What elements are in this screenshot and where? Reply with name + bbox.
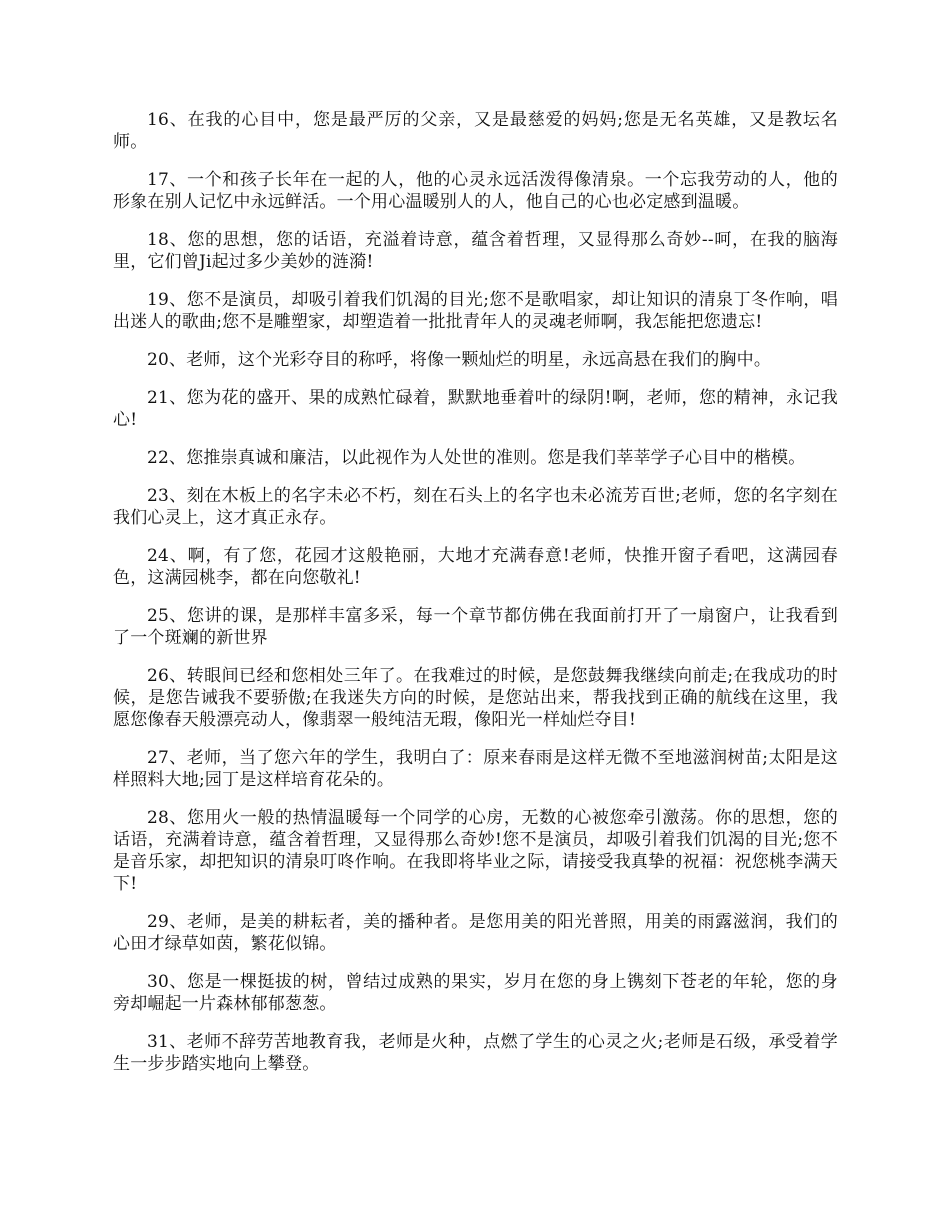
paragraph-29: 29、老师，是美的耕耘者，美的播种者。是您用美的阳光普照，用美的雨露滋润，我们的心田才绿草如茵，繁花似锦。 bbox=[113, 912, 838, 954]
document-body bbox=[113, 109, 838, 1091]
paragraph-16: 16、在我的心目中，您是最严厉的父亲，又是最慈爱的妈妈;您是无名英雄，又是教坛名师。 bbox=[113, 110, 838, 152]
paragraph-22: 22、您推崇真诚和廉洁，以此视作为人处世的准则。您是我们莘莘学子心目中的楷模。 bbox=[147, 448, 806, 468]
paragraph-25: 25、您讲的课，是那样丰富多采，每一个章节都仿佛在我面前打开了一扇窗户，让我看到了一个斑斓的新世界 bbox=[113, 606, 838, 648]
paragraph-26: 26、转眼间已经和您相处三年了。在我难过的时候，是您鼓舞我继续向前走;在我成功的时候，是您告诫我不要骄傲;在我迷失方向的时候，是您站出来，帮我找到正确的航线在这里，我愿您像春天般漂亮动人，像翡翠一般纯洁无瑕，像阳光一样灿烂夺目! bbox=[113, 666, 838, 730]
paragraph-27: 27、老师，当了您六年的学生，我明白了：原来春雨是这样无微不至地滋润树苗;太阳是这样照料大地;园丁是这样培育花朵的。 bbox=[113, 748, 838, 790]
paragraph-24: 24、啊，有了您，花园才这般艳丽，大地才充满春意!老师，快推开窗子看吧，这满园春色，这满园桃李，都在向您敬礼! bbox=[113, 546, 838, 588]
paragraph-30: 30、您是一棵挺拔的树，曾结过成熟的果实，岁月在您的身上镌刻下苍老的年轮，您的身旁却崛起一片森林郁郁葱葱。 bbox=[113, 972, 838, 1014]
paragraph-28: 28、您用火一般的热情温暖每一个同学的心房，无数的心被您牵引激荡。你的思想，您的话语，充满着诗意，蕴含着哲理，又显得那么奇妙!您不是演员，却吸引着我们饥渴的目光;您不是音乐家，却把知识的清泉叮咚作响。在我即将毕业之际，请接受我真挚的祝福：祝您桃李满天下! bbox=[113, 808, 838, 894]
paragraph-18: 18、您的思想，您的话语，充溢着诗意，蕴含着哲理，又显得那么奇妙--呵，在我的脑海里，它们曾Ji起过多少美妙的涟漪! bbox=[113, 230, 838, 272]
paragraph-19: 19、您不是演员，却吸引着我们饥渴的目光;您不是歌唱家，却让知识的清泉丁冬作响，唱出迷人的歌曲;您不是雕塑家，却塑造着一批批青年人的灵魂老师啊，我怎能把您遗忘! bbox=[113, 290, 838, 332]
paragraph-23: 23、刻在木板上的名字未必不朽，刻在石头上的名字也未必流芳百世;老师，您的名字刻在我们心灵上，这才真正永存。 bbox=[113, 486, 838, 528]
paragraph-20: 20、老师，这个光彩夺目的称呼，将像一颗灿烂的明星，永远高悬在我们的胸中。 bbox=[147, 350, 772, 370]
paragraph-31: 31、老师不辞劳苦地教育我，老师是火种，点燃了学生的心灵之火;老师是石级，承受着学生一步步踏实地向上攀登。 bbox=[113, 1032, 838, 1074]
paragraph-21: 21、您为花的盛开、果的成熟忙碌着，默默地垂着叶的绿阴!啊，老师，您的精神，永记我心! bbox=[113, 388, 838, 430]
paragraph-17: 17、一个和孩子长年在一起的人，他的心灵永远活泼得像清泉。一个忘我劳动的人，他的形象在别人记忆中永远鲜活。一个用心温暖别人的人，他自己的心也必定感到温暖。 bbox=[113, 170, 838, 212]
